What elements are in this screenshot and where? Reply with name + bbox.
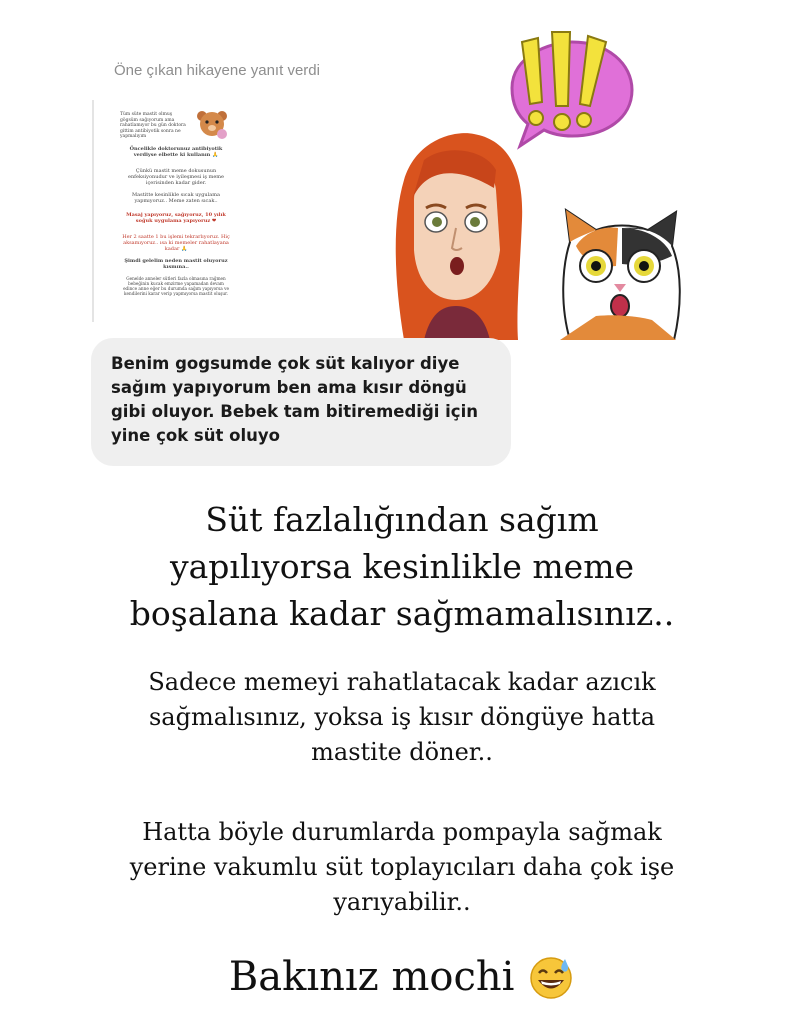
story-thumb-line-3: Mastitte kesinlikle sıcak uygulama yapmıyoruz.. Meme zaten sıcak.. xyxy=(132,192,220,204)
reply-caption: Öne çıkan hikayene yanıt verdi xyxy=(114,62,320,79)
story-thumb-intro: Tüm süte mastit olmuş gögsüm sağıyorum ama rahatlamıyor bu gün doktora gittim antibiyotik sonra ne yapmalıyım xyxy=(120,112,186,139)
avatar-sticker xyxy=(384,130,534,340)
sweat-smile-emoji-icon xyxy=(527,953,575,1001)
story-quote-bar xyxy=(92,100,94,322)
cat-sticker xyxy=(556,206,686,340)
story-thumb-line-4: Masaj yapıyoruz, sağıyoruz, 10 yılık soğuk uygulama yapıyoruz ❤ xyxy=(126,212,226,224)
headline-text: Süt fazlalığından sağım yapılıyorsa kesinlikle meme boşalana kadar sağmamalısınız.. xyxy=(129,500,675,633)
closing-text: Bakınız mochi xyxy=(228,954,515,1000)
story-thumb-line-1: Öncelikle doktorunuz antibiyotik verdiyse elbette ki kullanın 🙏 xyxy=(129,146,223,158)
story-thumb-line-7: Genelde anneler sütleri fazla olmasına rağmen bebeğinin kucak emzirme yapamadan devam edince anne eğer bu durumda sağım yapıyorsa ve kendilerini karar verip yapmıyorsa mastit oluşur. xyxy=(123,276,229,296)
story-thumb-line-6: Şimdi gelelim neden mastit oluyoruz kısmına.. xyxy=(124,258,228,270)
story-thumb-line-2: Çünkü mastit meme dokusunun enfeksiyonudur ve iyileşmesi iş meme içerisinden kadar gider. xyxy=(128,168,224,186)
story-thumb-line-5: Her 2 saatte 1 bu işlemi tekrarlıyoruz. Hiç aksamıyoruz.. ısa ki memeler rahatlayana kadar 🙏 xyxy=(122,234,230,252)
story-thumbnail[interactable] xyxy=(116,106,236,322)
closing-line xyxy=(0,948,804,1003)
reply-message-bubble: Benim gogsumde çok süt kalıyor diye sağım yapıyorum ben ama kısır döngü gibi oluyor. Bebek tam bitiremediği için yine çok süt oluyo xyxy=(91,338,511,466)
baby-bear-icon xyxy=(192,108,232,144)
paragraph-1: Sadece memeyi rahatlatacak kadar azıcık sağmalısınız, yoksa iş kısır döngüye hatta mastite döner.. xyxy=(148,668,656,766)
paragraph-2: Hatta böyle durumlarda pompayla sağmak yerine vakumlu süt toplayıcıları daha çok işe yarıyabilir.. xyxy=(129,818,675,916)
